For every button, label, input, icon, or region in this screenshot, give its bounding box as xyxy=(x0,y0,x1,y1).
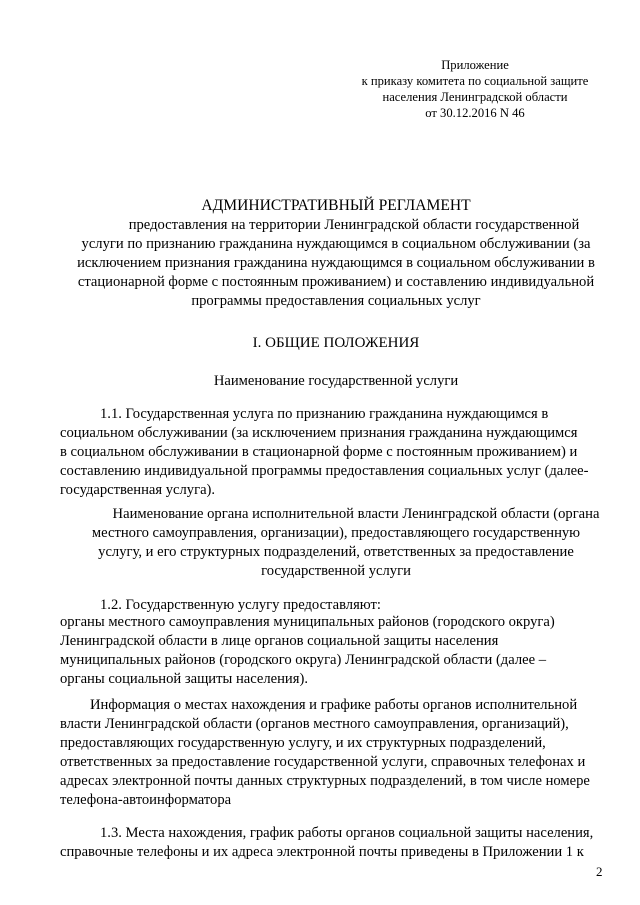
info-line: телефона-автоинформатора xyxy=(60,792,232,808)
annex-line: от 30.12.2016 N 46 xyxy=(425,106,525,120)
subheading-line: Наименование органа исполнительной власти Ленинградской области (органа xyxy=(112,506,600,522)
info-line: власти Ленинградской области (органов местного самоуправления, организаций), xyxy=(60,716,569,732)
subtitle-line: стационарной форме с постоянным проживанием) и составлению индивидуальной xyxy=(77,274,595,290)
paragraph-line: 1.2. Государственную услугу предоставляют: xyxy=(100,597,381,613)
paragraph-line: муниципальных районов (городского округа) Ленинградской области (далее – xyxy=(60,652,547,668)
paragraph-line: в социальном обслуживании в стационарной форме с постоянным проживанием) и xyxy=(60,444,578,460)
info-line: ответственных за предоставление государственной услуги, справочных телефонах и xyxy=(60,754,586,770)
paragraph-1-3 xyxy=(60,824,612,862)
document-subtitle xyxy=(60,216,612,311)
subtitle-line: программы предоставления социальных услуг xyxy=(191,293,481,309)
subheading-line: государственной услуги xyxy=(261,563,411,579)
paragraph-line: составлению индивидуальной программы предоставления социальных услуг (далее- xyxy=(60,463,589,479)
paragraph-line: справочные телефоны и их адреса электронной почты приведены в Приложении 1 к xyxy=(60,844,584,860)
subtitle-line: предоставления на территории Ленинградской области государственной xyxy=(128,217,580,233)
document-title: АДМИНИСТРАТИВНЫЙ РЕГЛАМЕНТ xyxy=(201,197,471,214)
annex-line: к приказу комитета по социальной защите xyxy=(361,74,589,88)
annex-line: Приложение xyxy=(441,58,509,72)
page-number: 2 xyxy=(596,864,603,879)
subtitle-line: исключением признания гражданина нуждающимся в социальном обслуживании в xyxy=(77,255,595,271)
annex-header xyxy=(340,57,610,121)
paragraph-1-2 xyxy=(60,613,612,689)
paragraph-line: 1.1. Государственная услуга по признанию гражданина нуждающимся в xyxy=(100,406,549,422)
subheading-line: услугу, и его структурных подразделений, ответственных за предоставление xyxy=(98,544,574,560)
paragraph-line: 1.3. Места нахождения, график работы органов социальной защиты населения, xyxy=(100,825,594,841)
subheading-service-name: Наименование государственной услуги xyxy=(213,373,459,389)
subheading-line: местного самоуправления, организации), предоставляющего государственную xyxy=(91,525,581,541)
info-heading xyxy=(60,696,612,810)
paragraph-line: социальном обслуживании (за исключением признания гражданина нуждающимся xyxy=(60,425,578,441)
annex-line: населения Ленинградской области xyxy=(382,90,568,104)
paragraph-line: государственная услуга). xyxy=(60,482,216,498)
info-line: предоставляющих государственную услугу, и их структурных подразделений, xyxy=(60,735,546,751)
info-line: адресах электронной почты данных структурных подразделений, в том числе номере xyxy=(60,773,590,789)
paragraph-line: Ленинградской области в лице органов социальной защиты населения xyxy=(60,633,499,649)
paragraph-line: органы социальной защиты населения). xyxy=(60,671,308,687)
section-heading: I. ОБЩИЕ ПОЛОЖЕНИЯ xyxy=(252,335,420,351)
paragraph-1-1 xyxy=(60,405,612,500)
info-line: Информация о местах нахождения и графике работы органов исполнительной xyxy=(90,697,578,713)
subtitle-line: услуги по признанию гражданина нуждающимся в социальном обслуживании (за xyxy=(81,236,591,252)
paragraph-line: органы местного самоуправления муниципальных районов (городского округа) xyxy=(60,614,555,630)
subheading-authority xyxy=(60,505,612,581)
